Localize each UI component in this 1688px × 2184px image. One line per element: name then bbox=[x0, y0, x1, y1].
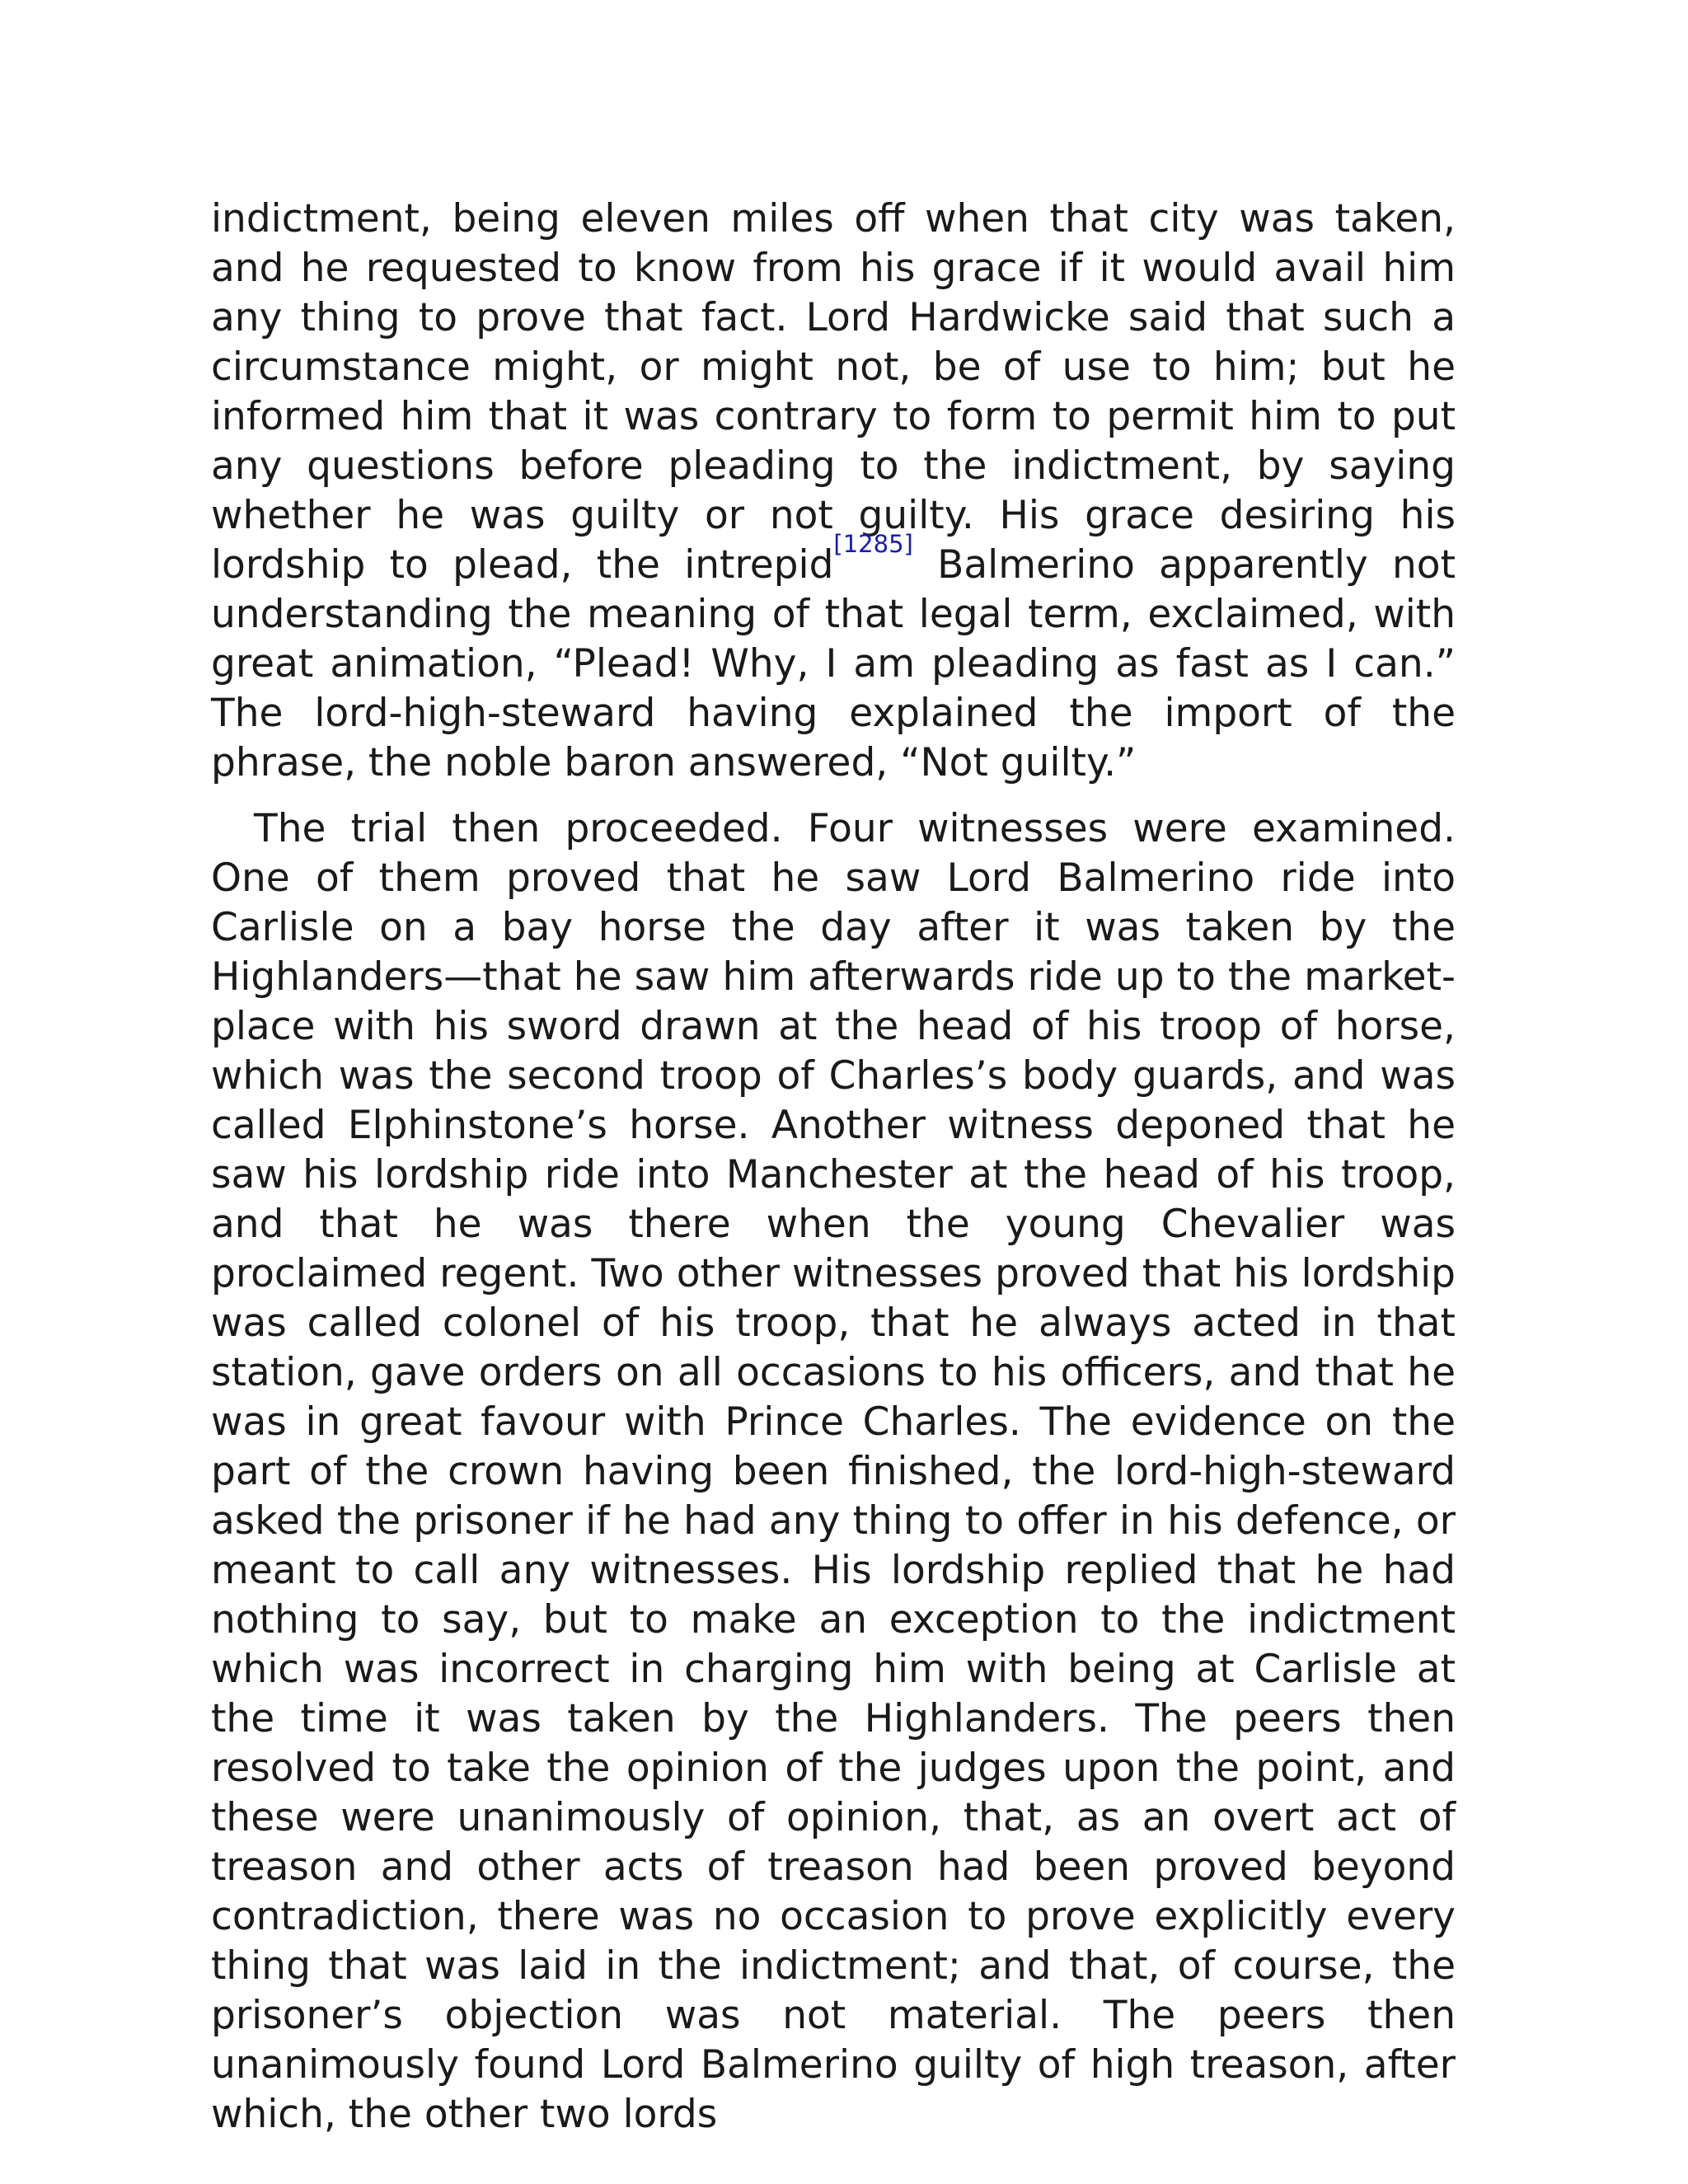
paragraph-1 bbox=[211, 194, 1456, 788]
paragraph-2: The trial then proceeded. Four witnesses were examined. One of them proved that he saw Lord Balmerino ride into Carlisle on a bay horse the day after it was taken by the Highlanders—that he saw him afterwards ride up to the market-place with his sword drawn at the head of his troop of horse, which was the second troop of Charles’s body guards, and was called Elphinstone’s horse. Another witness deponed that he saw his lordship ride into Manchester at the head of his troop, and that he was there when the young Chevalier was proclaimed regent. Two other witnesses proved that his lordship was called colonel of his troop, that he always acted in that station, gave orders on all occasions to his officers, and that he was in great favour with Prince Charles. The evidence on the part of the crown having been finished, the lord-high-steward asked the prisoner if he had any thing to offer in his defence, or meant to call any witnesses. His lordship replied that he had nothing to say, but to make an exception to the indictment which was incorrect in charging him with being at Carlisle at the time it was taken by the Highlanders. The peers then resolved to take the opinion of the judges upon the point, and these were unanimously of opinion, that, as an overt act of treason and other acts of treason had been proved beyond contradiction, there was no occasion to prove explicitly every thing that was laid in the indictment; and that, of course, the prisoner’s objection was not material. The peers then unanimously found Lord Balmerino guilty of high treason, after which, the other two lords bbox=[211, 806, 1456, 2137]
footnote-link[interactable]: [1285] bbox=[833, 530, 913, 558]
document-page bbox=[211, 194, 1456, 2139]
paragraph-1-text-a: indictment, being eleven miles off when that city was taken, and he requested to know from his grace if it would avail him any thing to prove that fact. Lord Hardwicke said that such a circumstance might, or might not, be of use to him; but he informed him that it was contrary to form to permit him to put any questions before pleading to the indictment, by saying whether he was guilty or not guilty. His grace desiring his lordship to plead, the intrepid bbox=[211, 196, 1456, 588]
paragraph-1-text-b: Balmerino apparently not understanding the meaning of that legal term, exclaimed, with great animation, “Plead! Why, I am pleading as fast as I can.” The lord-high-steward having explained the import of the phrase, the noble baron answered, “Not guilty.” bbox=[211, 542, 1456, 785]
